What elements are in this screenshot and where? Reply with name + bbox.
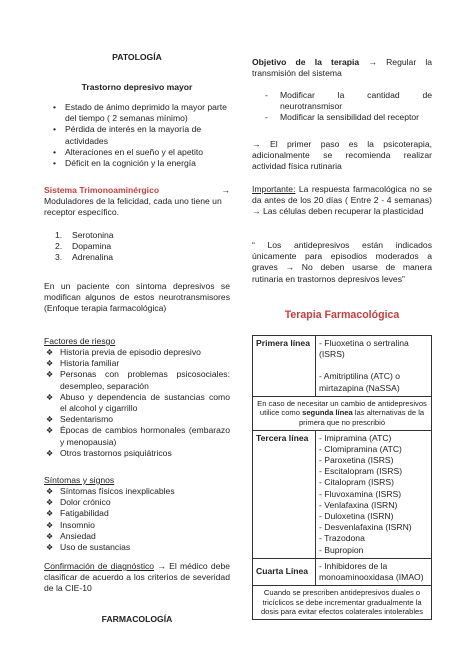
row-content-fourth: - Inhibidores de la monoaminooxidasa (IMAO) <box>316 558 432 585</box>
list-item: ❖ Personas con problemas psicosociales: desempleo, separación <box>44 369 230 391</box>
signs-list <box>44 486 230 553</box>
important-label: Importante: <box>252 184 296 194</box>
list-item: ❖ Fatigabilidad <box>44 508 230 519</box>
diagnosis-paragraph <box>44 561 230 595</box>
list-item: 1. Serotonina <box>55 230 114 240</box>
symptom-list <box>44 102 230 169</box>
list-item: ❖ Síntomas físicos inexplicables <box>44 486 230 497</box>
list-item: 2. Dopamina <box>55 241 112 252</box>
arrow-icon: → <box>221 185 230 195</box>
system-paragraph <box>44 185 230 219</box>
list-item: ❖ Dolor crónico <box>44 497 230 508</box>
system-text: Moduladores de la felicidad, cada uno tiene un receptor específico. <box>44 196 222 218</box>
list-item: ❖ Uso de sustancias <box>44 542 230 553</box>
therapy-table-title: Terapia Farmacológica <box>284 309 400 321</box>
list-item: ❖ Ansiedad <box>44 531 230 542</box>
diagnosis-label: Confirmación de diagnóstico <box>44 561 155 571</box>
disorder-title: Trastorno depresivo mayor <box>81 82 193 92</box>
list-item: ❖ Historia familiar <box>44 358 230 369</box>
row-content-first: - Fluoxetina o sertralina (ISRS) - Amitriptilina (ATC) o mirtazapina (NaSSA) <box>316 336 432 397</box>
risk-factors-list <box>44 347 230 459</box>
section-title-patologia: PATOLOGÍA <box>112 52 162 62</box>
list-item: ❖ Abuso y dependencia de sustancias como el alcohol y cigarrillo <box>44 392 230 414</box>
list-item: • Déficit en la cognición y la energía <box>44 158 230 169</box>
important-text: La respuesta farmacológica no se da antes de los 20 días ( Entre 2 - 4 semanas) → Las células deben recuperar la plasticidad <box>252 184 432 217</box>
list-item: ❖ Otros trastornos psiquiátricos <box>44 448 230 459</box>
list-item: • Alteraciones en el sueño y el apetito <box>44 147 230 158</box>
modification-paragraph: En un paciente con síntoma depresivos se modifican algunos de estos neurotransmisores (Enfoque terapia farmacológica) <box>44 281 230 314</box>
list-item: • Pérdida de interés en la mayoría de actividades <box>44 124 230 146</box>
list-item: - Modificar la sensibilidad del receptor <box>252 112 432 123</box>
second-line-note: En caso de necesitar un cambio de antidepresivos utilice como segunda línea las alternativas de la primera que no prescribió <box>253 396 432 430</box>
objective-label: Objetivo de la terapia <box>252 57 360 67</box>
first-step-paragraph: → El primer paso es la psicoterapia, adicionalmente se recomienda realizar actividad física rutinaria <box>252 139 432 172</box>
section-title-farmacologia: FARMACOLOGÍA <box>101 614 173 624</box>
signs-heading: Síntomas y signos <box>44 475 115 485</box>
system-label: Sistema Trimonoaminérgico <box>44 185 160 195</box>
list-item: - Modificar la cantidad de neurotransmisor <box>252 90 432 112</box>
table-row <box>253 336 432 397</box>
list-item: • Estado de ánimo deprimido la mayor parte del tiempo ( 2 semanas mínimo) <box>44 102 230 124</box>
list-item: ❖ Insomnio <box>44 520 230 531</box>
list-item: ❖ Sedentarismo <box>44 414 230 425</box>
objective-text: → Regular la transmisión del sistema <box>252 57 433 79</box>
list-item: 3. Adrenalina <box>55 252 114 263</box>
list-item: ❖ Historia previa de episodio depresivo <box>44 347 230 358</box>
objective-list <box>252 90 432 124</box>
table-row <box>253 396 432 430</box>
dual-antidepressant-note: Cuando se prescriben antidepresivos duales o tricíclicos se debe incrementar gradualmente la dosis para evitar efectos colaterales intolerables <box>253 586 432 620</box>
risk-factors-heading: Factores de riesgo <box>44 336 116 346</box>
diagnosis-text: → El médico debe clasificar de acuerdo a los criterios de severidad de la CIE-10 <box>44 561 231 594</box>
row-label-fourth: Cuarta Línea <box>253 558 316 585</box>
table-row <box>253 558 432 585</box>
row-content-third: - Imipramina (ATC) - Clomipramina (ATC) - Paroxetina (ISRS) - Escitalopram (ISRS) - Citalopram (ISRS) - Fluvoxamina (ISRS) - Venlafaxina (ISRN) - Duloxetina (ISRN) - Desvenlafaxina (ISRN) - Trazodona - Bupropion <box>316 430 432 558</box>
important-paragraph <box>252 184 432 218</box>
row-label-first: Primera línea <box>253 336 316 397</box>
table-row <box>253 586 432 620</box>
table-row <box>253 430 432 558</box>
row-label-third: Tercera línea <box>253 430 316 558</box>
objective-paragraph <box>252 57 432 79</box>
neurotransmitter-list <box>44 230 230 264</box>
list-item: ❖ Épocas de cambios hormonales (embarazo y menopausia) <box>44 425 230 447</box>
quote-paragraph: “ Los antidepresivos están indicados únicamente para episodios moderados a graves → No deben usarse de manera rutinaria en trastornos depresivos leves” <box>252 240 432 284</box>
therapy-table <box>252 335 432 620</box>
